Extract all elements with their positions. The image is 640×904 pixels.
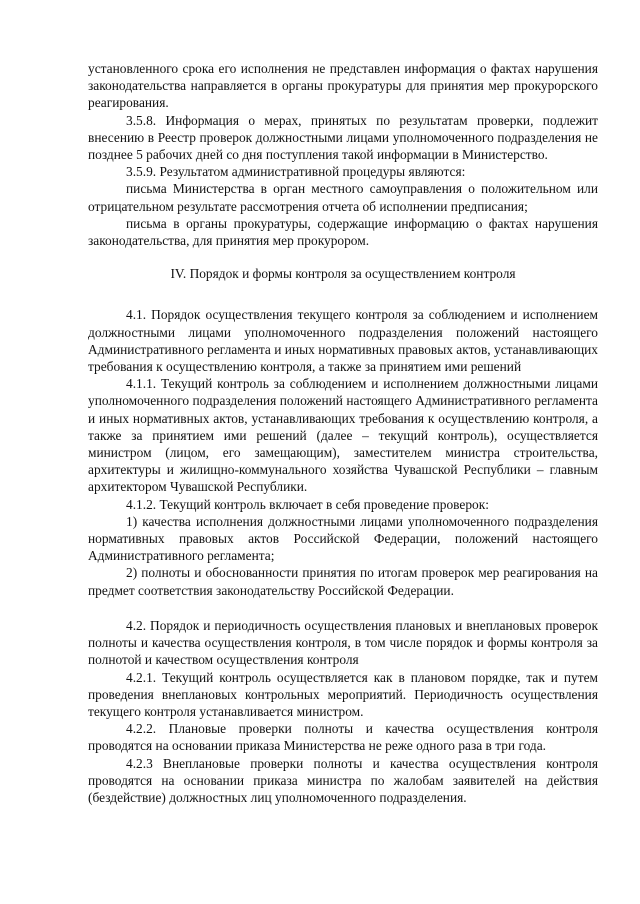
paragraph-4-1: 4.1. Порядок осуществления текущего контроля за соблюдением и исполнением должностными лицами уполномоченного подразделения положений настоящего Административного регламента и иных нормативных правовых актов, устанавливающих требования к осуществлению контроля, а также за принятием ими решений — [88, 307, 598, 375]
paragraph-result-letters-prosecutor: письма в органы прокуратуры, содержащие информацию о фактах нарушения законодательства, для принятия мер прокурором. — [88, 215, 598, 249]
paragraph-4-1-2: 4.1.2. Текущий контроль включает в себя проведение проверок: — [126, 496, 489, 512]
paragraph-4-2-3: 4.2.3 Внеплановые проверки полноты и качества осуществления контроля проводятся на основании приказа министра по жалобам заявителей на действия (бездействие) должностных лиц уполномоченного подразделения. — [88, 755, 598, 805]
paragraph-3-5-8: 3.5.8. Информация о мерах, принятых по результатам проверки, подлежит внесению в Реестр проверок должностными лицами уполномоченного подразделения не позднее 5 рабочих дней со дня поступления такой информации в Министерство. — [88, 112, 598, 163]
paragraph-item-2: 2) полноты и обоснованности принятия по итогам проверок мер реагирования на предмет соответствия законодательству Российской Федерации. — [88, 565, 598, 598]
paragraph-4-2-1: 4.2.1. Текущий контроль осуществляется как в плановом порядке, так и путем проведения внеплановых контрольных мероприятий. Периодичность осуществления текущего контроля устанавливается министром. — [88, 669, 598, 719]
section-heading: IV. Порядок и формы контроля за осуществлением контроля — [170, 266, 516, 282]
paragraph-continuation: установленного срока его исполнения не представлен информация о фактах нарушения законодательства направляется в органы прокуратуры для принятия мер прокурорского реагирования. — [88, 61, 598, 111]
paragraph-4-2: 4.2. Порядок и периодичность осуществления плановых и внеплановых проверок полноты и качества осуществления контроля, в том числе порядок и формы контроля за полнотой и качеством осуществления контроля — [88, 617, 598, 668]
paragraph-4-2-2: 4.2.2. Плановые проверки полноты и качества осуществления контроля проводятся на основании приказа Министерства не реже одного раза в три года. — [88, 721, 598, 754]
paragraph-3-5-9: 3.5.9. Результатом административной процедуры являются: — [126, 164, 466, 180]
document-page — [88, 60, 598, 806]
paragraph-item-1: 1) качества исполнения должностными лицами уполномоченного подразделения нормативных правовых актов Российской Федерации, положений настоящего Административного регламента; — [88, 513, 598, 564]
paragraph-4-1-1: 4.1.1. Текущий контроль за соблюдением и исполнением должностными лицами уполномоченного подразделения положений настоящего Административного регламента и иных нормативных актов, устанавливающих требования к осуществлению контроля, а также за принятием ими решений (далее – текущий контроль), осуществляется министром (лицом, его замещающим), заместителем министра строительства, архитектуры и жилищно-коммунального хозяйства Чувашской Республики – главным архитектором Чувашской Республики. — [88, 376, 598, 495]
paragraph-result-letters-local: письма Министерства в орган местного самоуправления о положительном или отрицательном результате рассмотрения отчета об исполнении предписания; — [88, 181, 598, 214]
